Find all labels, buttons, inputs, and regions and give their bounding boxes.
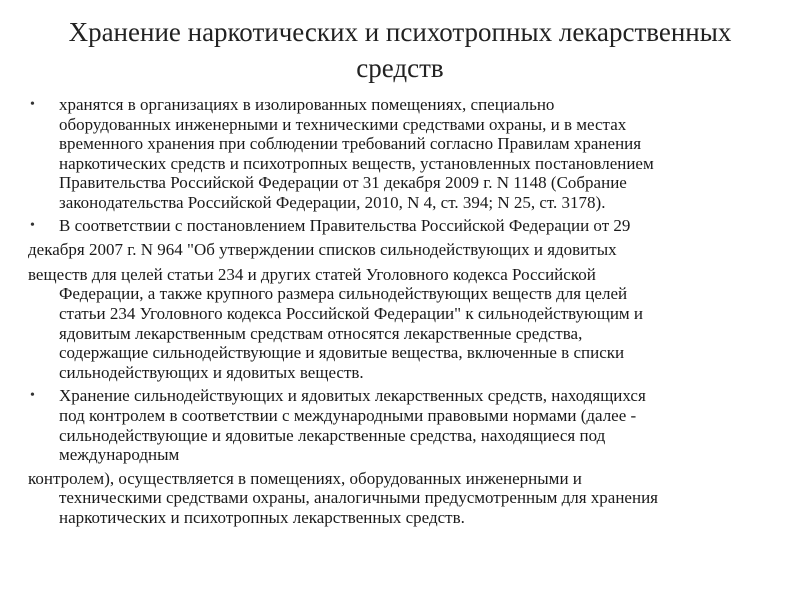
bullet-line: хранятся в организациях в изолированных помещениях, специально (59, 95, 555, 114)
paragraph-line: техническими средствами охраны, аналогичными предусмотренным для хранения (59, 488, 658, 508)
bullet-line: наркотических средств и психотропных веществ, установленных постановлением (59, 153, 654, 173)
bullet-item (28, 216, 776, 236)
paragraph-line: статьи 234 Уголовного кодекса Российской Федерации" к сильнодействующим и (59, 303, 644, 323)
title-line: Хранение наркотических и психотропных лекарственных (68, 17, 732, 47)
bullet-line: законодательства Российской Федерации, 2010, N 4, ст. 394; N 25, ст. 3178). (59, 192, 606, 212)
bullet-item (28, 95, 776, 213)
bullet-line: В соответствии с постановлением Правительства Российской Федерации от 29 (59, 215, 631, 235)
bullet-line: международным (59, 445, 180, 465)
paragraph-line: веществ для целей статьи 234 и других статей Уголовного кодекса Российской (28, 264, 596, 284)
bullet-item (28, 386, 776, 464)
bullet-line: под контролем в соответствии с международными правовыми нормами (далее - (59, 405, 637, 425)
slide-body (28, 95, 776, 527)
paragraph-line: декабря 2007 г. N 964 "Об утверждении списков сильнодействующих и ядовитых (28, 240, 617, 260)
bullet-line: временного хранения при соблюдении требований согласно Правилам хранения (59, 134, 642, 154)
bullet-line: Хранение сильнодействующих и ядовитых лекарственных средств, находящихся (59, 386, 646, 406)
paragraph-line: наркотических и психотропных лекарственных средств. (59, 507, 465, 527)
paragraph-line: ядовитым лекарственным средствам относятся лекарственные средства, (59, 323, 583, 343)
paragraph-line: содержащие сильнодействующие и ядовитые вещества, включенные в списки (59, 343, 625, 363)
bullet-line: Правительства Российской Федерации от 31 декабря 2009 г. N 1148 (Собрание (59, 173, 627, 193)
slide-title (40, 14, 760, 86)
bullet-marker: • (30, 217, 35, 233)
paragraph-line: сильнодействующих и ядовитых веществ. (59, 362, 364, 382)
bullet-marker: • (30, 97, 35, 112)
bullet-line: сильнодействующие и ядовитые лекарственные средства, находящиеся под (59, 425, 606, 445)
paragraph-line: Федерации, а также крупного размера сильнодействующих веществ для целей (59, 284, 628, 304)
paragraph-line: контролем), осуществляется в помещениях, оборудованных инженерными и (28, 468, 582, 488)
title-line: средств (356, 53, 444, 83)
bullet-line: оборудованных инженерными и техническими средствами охраны, и в местах (59, 114, 627, 134)
bullet-marker: • (30, 388, 35, 404)
